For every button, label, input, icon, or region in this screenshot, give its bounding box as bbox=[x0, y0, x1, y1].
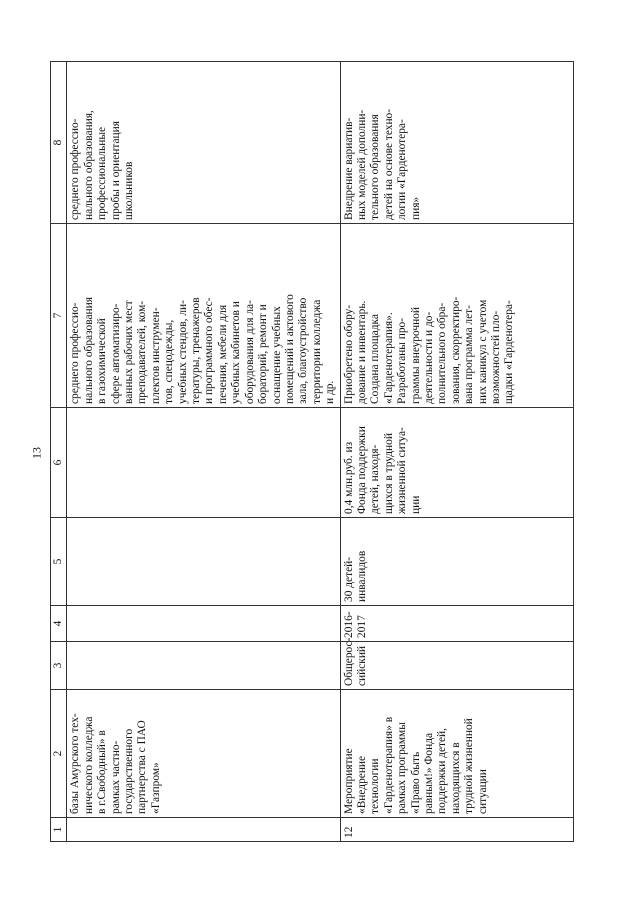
col-header-5: 5 bbox=[51, 518, 67, 606]
text-line: щадки «Гарденотера- bbox=[503, 300, 516, 404]
table-row-continued bbox=[67, 62, 340, 842]
text-line: учебных кабинетов и bbox=[230, 301, 243, 404]
text-line: жизненной ситуа- bbox=[396, 427, 409, 514]
text-line: нального образования bbox=[82, 297, 95, 404]
text-line: и программного обес- bbox=[203, 297, 216, 404]
text-line: тературы, тренажеров bbox=[190, 297, 203, 404]
text-line: «Внедрение bbox=[355, 755, 368, 814]
row1-cell-event bbox=[67, 690, 340, 818]
text-line: профессиональные bbox=[96, 126, 109, 220]
text-line: 2017 bbox=[355, 615, 368, 638]
text-line: сийский bbox=[355, 645, 368, 686]
text-line: логии «Гарденотера- bbox=[396, 119, 409, 220]
text-line: нического колледжа bbox=[82, 716, 95, 814]
table-row-12 bbox=[340, 62, 573, 842]
text-line: базы Амурского тех- bbox=[69, 713, 82, 814]
row1-cell-years bbox=[67, 606, 340, 642]
col-header-8: 8 bbox=[51, 62, 67, 224]
row2-cell-funding bbox=[340, 408, 573, 518]
text-line: плектов инструмен- bbox=[149, 307, 162, 404]
col-header-6: 6 bbox=[51, 408, 67, 518]
text-line: зования, скорректиро- bbox=[449, 296, 462, 404]
text-line: Мероприятие bbox=[342, 748, 355, 814]
text-line: ванных рабочих мест bbox=[123, 300, 136, 404]
text-line: среднего профессио- bbox=[69, 302, 82, 404]
text-line: щихся в трудной bbox=[382, 433, 395, 514]
row2-cell-number: 12 bbox=[340, 818, 573, 842]
text-line: возможностей пло- bbox=[490, 310, 502, 404]
text-line: среднего профессио- bbox=[69, 118, 82, 220]
row1-cell-effects bbox=[67, 62, 340, 224]
text-line: «Гарденотерапия» в bbox=[382, 716, 395, 814]
row1-cell-participants bbox=[67, 518, 340, 606]
text-line: деятельности и до- bbox=[422, 311, 435, 404]
col-header-1: 1 bbox=[51, 818, 67, 842]
text-line: сфере автоматизиро- bbox=[109, 303, 122, 404]
text-line: поддержки детей, bbox=[436, 728, 449, 814]
text-line: территории колледжа bbox=[310, 299, 323, 404]
text-line: детей на основе техно- bbox=[382, 108, 395, 220]
row1-cell-number bbox=[67, 818, 340, 842]
text-line: Общерос- bbox=[342, 637, 355, 686]
col-header-7: 7 bbox=[51, 224, 67, 408]
rotated-page-content bbox=[50, 62, 590, 842]
text-line: рамках программы bbox=[396, 722, 409, 814]
text-line: них каникул с учетом bbox=[476, 299, 489, 404]
col-header-2: 2 bbox=[51, 690, 67, 818]
text-line: партнерства с ПАО bbox=[136, 720, 149, 814]
text-line: 2016- bbox=[342, 611, 355, 638]
text-line: пия» bbox=[409, 196, 422, 220]
text-line: равным!» Фонда bbox=[422, 732, 435, 814]
text-line: «Газпром» bbox=[149, 762, 162, 814]
text-line: учебных стендов, ли- bbox=[176, 300, 189, 404]
text-line: тов, спецодежды, bbox=[163, 319, 176, 404]
text-line: инвалидов bbox=[355, 550, 368, 602]
text-line: оснащение учебных bbox=[270, 306, 283, 404]
text-line: ситуации bbox=[476, 769, 489, 814]
text-line: детей, находя- bbox=[369, 444, 382, 514]
text-line: помещений и актового bbox=[283, 294, 296, 404]
row1-cell-funding bbox=[67, 408, 340, 518]
text-line: 30 детей- bbox=[342, 556, 355, 602]
text-line: полнительного обра- bbox=[436, 302, 449, 404]
text-line: рамках частно- bbox=[109, 740, 122, 814]
text-line: тельного образования bbox=[369, 114, 382, 220]
text-line: нального образования, bbox=[82, 110, 95, 220]
text-line: Внедрение вариатив- bbox=[342, 117, 355, 220]
text-line: вана программа лет- bbox=[463, 305, 476, 404]
col-header-3: 3 bbox=[51, 642, 67, 690]
row2-cell-years bbox=[340, 606, 573, 642]
text-line: Разработаны про- bbox=[396, 317, 409, 404]
text-line: 0,4 млн.руб. из bbox=[342, 441, 355, 514]
text-line: дование и инвентарь. bbox=[355, 300, 368, 404]
text-line: печения, мебели для bbox=[216, 304, 229, 404]
row2-cell-level bbox=[340, 637, 573, 690]
text-line: «Гарденотерапия». bbox=[382, 312, 395, 404]
row1-cell-level bbox=[67, 642, 340, 690]
text-line: государственного bbox=[123, 728, 136, 814]
row2-cell-effects bbox=[340, 62, 573, 224]
text-line: школьников bbox=[123, 161, 136, 220]
row2-cell-results bbox=[340, 224, 573, 408]
text-line: «Право быть bbox=[409, 751, 422, 814]
measures-table bbox=[50, 61, 574, 842]
text-line: оборудования для ла- bbox=[243, 300, 256, 404]
text-line: Создана площадка bbox=[369, 314, 382, 404]
text-line: находящихся в bbox=[449, 742, 462, 814]
header-row bbox=[51, 62, 67, 842]
text-line: ных моделей дополни- bbox=[355, 109, 368, 220]
text-line: пробы и ориентация bbox=[109, 121, 122, 220]
text-line: Приобретено обору- bbox=[342, 304, 355, 404]
row2-cell-event bbox=[340, 690, 573, 818]
row1-cell-results bbox=[67, 224, 340, 408]
text-line: технологии bbox=[369, 758, 382, 814]
text-line: и др. bbox=[324, 380, 337, 404]
page-number: 13 bbox=[29, 447, 44, 459]
text-line: ции bbox=[409, 495, 422, 514]
col-header-4: 4 bbox=[51, 606, 67, 642]
text-line: Фонда поддержки bbox=[355, 426, 368, 514]
row2-cell-participants bbox=[340, 518, 573, 606]
text-line: бораторий, ремонт и bbox=[257, 304, 270, 404]
text-line: в г.Свободный» в bbox=[96, 730, 109, 814]
text-line: трудной жизненной bbox=[463, 718, 476, 814]
text-line: зала, благоустройство bbox=[297, 297, 310, 404]
text-line: преподавателей, ком- bbox=[136, 300, 149, 404]
text-line: граммы внеурочной bbox=[409, 307, 422, 404]
text-line: в газохимической bbox=[96, 318, 109, 404]
